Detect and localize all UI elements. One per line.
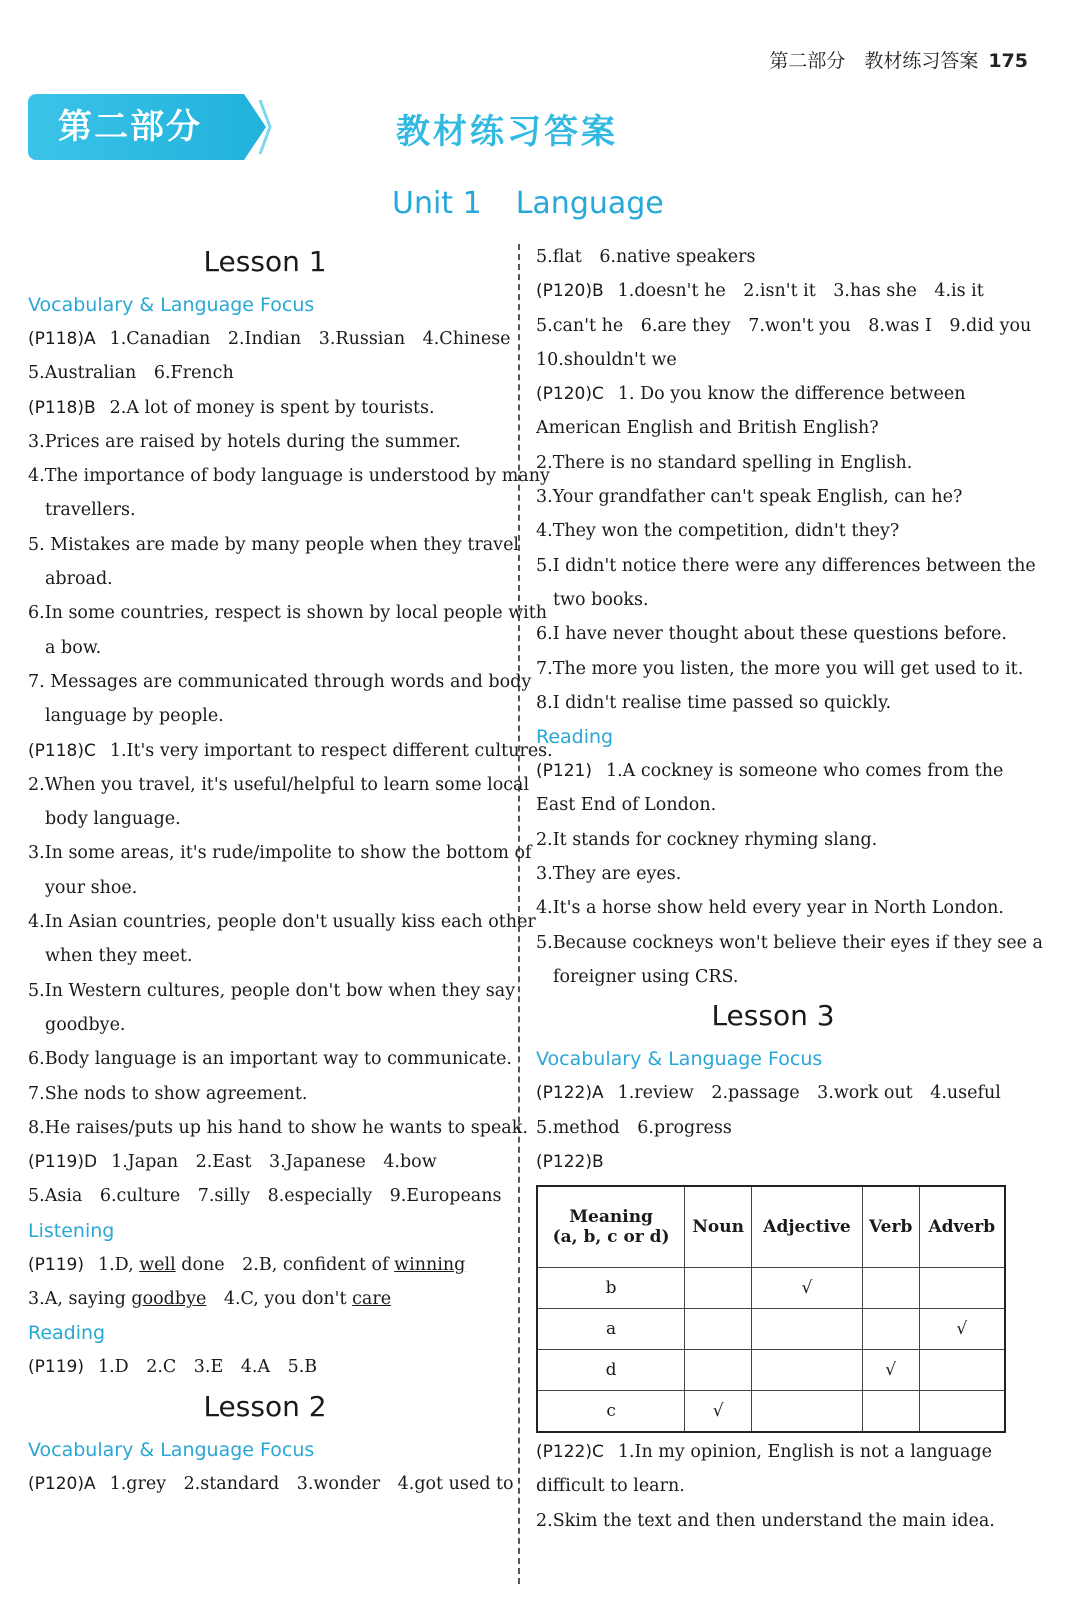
part-banner: 第二部分 <box>28 94 244 160</box>
header-noun: Noun <box>685 1186 752 1268</box>
answer-text: done 2.B, confident of <box>175 1254 395 1275</box>
answer-line: 2.It stands for cockney rhyming slang. <box>536 829 878 850</box>
answer-line: body language. <box>45 809 181 830</box>
answer-line: foreigner using CRS. <box>553 966 739 987</box>
answer-text: 1.D 2.C 3.E 4.A 5.B <box>97 1357 318 1378</box>
cell-noun: √ <box>685 1391 752 1433</box>
answer-line: 5.Asia 6.culture 7.silly 8.especially 9.Europeans <box>28 1186 502 1207</box>
cell-noun <box>685 1350 752 1391</box>
exercise-tag: (P120)B <box>536 281 604 302</box>
answer-line: 2.Skim the text and then understand the main idea. <box>536 1510 995 1531</box>
answer-line: 3.In some areas, it's rude/impolite to show the bottom of <box>28 843 532 864</box>
answer-line: 6.I have never thought about these questions before. <box>536 624 1007 645</box>
section-heading: Vocabulary & Language Focus <box>28 294 315 316</box>
cell-adjective <box>752 1391 863 1433</box>
answer-line: 4.The importance of body language is understood by many <box>28 466 550 487</box>
table-row <box>537 1350 1005 1391</box>
answer-line <box>28 322 511 356</box>
underlined-word: winning <box>394 1254 466 1275</box>
section-heading: Vocabulary & Language Focus <box>536 1048 823 1071</box>
answer-line: 3.They are eyes. <box>536 864 682 885</box>
cell-verb: √ <box>862 1350 919 1391</box>
answer-line: abroad. <box>45 569 113 590</box>
section-heading: Vocabulary & Language Focus <box>28 1438 315 1461</box>
banner-chevron-icon <box>258 98 272 156</box>
answer-line: 6.In some countries, respect is shown by local people with <box>28 603 548 624</box>
exercise-tag: (P118)C <box>28 740 96 761</box>
answer-line: 2.When you travel, it's useful/helpful to learn some local <box>28 774 530 795</box>
answer-line: American English and British English? <box>536 418 879 439</box>
cell-adverb: √ <box>919 1309 1005 1350</box>
exercise-tag: (P122)B <box>536 1151 604 1172</box>
exercise-tag: (P120)A <box>28 1473 96 1494</box>
answer-line: 5.flat 6.native speakers <box>536 247 756 267</box>
answer-line <box>536 1435 1010 1469</box>
answer-line: 4.They won the competition, didn't they? <box>536 521 900 542</box>
answer-text: 1.D, <box>97 1254 140 1275</box>
answer-line <box>536 1145 1010 1179</box>
exercise-tag: (P119)D <box>28 1152 98 1173</box>
answer-line: 5.method 6.progress <box>536 1117 732 1138</box>
header-adjective: Adjective <box>752 1186 863 1268</box>
answer-line: a bow. <box>45 637 102 658</box>
table-header-row <box>537 1186 1005 1268</box>
cell-verb <box>862 1391 919 1433</box>
answer-line: 5.I didn't notice there were any differences between the <box>536 555 1036 576</box>
header-verb: Verb <box>862 1186 919 1268</box>
exercise-tag: (P120)C <box>536 384 604 405</box>
right-column <box>536 240 1043 1538</box>
answer-line: difficult to learn. <box>536 1476 685 1497</box>
section-label: 第二部分 教材练习答案 <box>769 50 979 72</box>
header-sublabel: (a, b, c or d) <box>552 1227 670 1248</box>
answer-line: 3.Prices are raised by hotels during the summer. <box>28 431 461 452</box>
section-heading: Reading <box>536 726 614 749</box>
answer-line: 7. Messages are communicated through words and body <box>28 671 532 692</box>
answer-line: 8.He raises/puts up his hand to show he wants to speak. <box>28 1117 528 1138</box>
answer-text: 1.A cockney is someone who comes from the <box>605 761 1004 782</box>
underlined-word: well <box>139 1254 176 1275</box>
section-heading: Reading <box>28 1322 106 1345</box>
lesson-heading: Lesson 2 <box>203 1389 327 1423</box>
exercise-tag: (P122)C <box>536 1442 604 1463</box>
answer-text: 1.It's very important to respect different cultures. <box>109 740 553 761</box>
cell-noun <box>685 1268 752 1309</box>
answer-line <box>28 391 502 425</box>
exercise-tag: (P121) <box>536 761 592 782</box>
section-heading: Listening <box>28 1219 115 1242</box>
unit-name: Language <box>515 186 664 221</box>
table-row <box>537 1391 1005 1433</box>
underlined-word: care <box>352 1289 392 1310</box>
answer-line <box>536 274 1010 308</box>
answer-line <box>536 754 1010 788</box>
answer-line: 4.In Asian countries, people don't usually kiss each other <box>28 912 536 933</box>
answer-line: your shoe. <box>45 877 138 898</box>
cell-adverb <box>919 1350 1005 1391</box>
exercise-tag: (P118)A <box>28 329 96 349</box>
running-head <box>769 46 1028 73</box>
unit-number: Unit 1 <box>392 186 482 221</box>
cell-noun <box>685 1309 752 1350</box>
answer-text: 3.A, saying <box>28 1289 132 1310</box>
answer-line <box>28 734 553 768</box>
answer-text: 1.Canadian 2.Indian 3.Russian 4.Chinese <box>109 329 511 349</box>
answer-line: 5.In Western cultures, people don't bow when they say <box>28 980 516 1001</box>
cell-adverb <box>919 1268 1005 1309</box>
lesson-heading: Lesson 1 <box>203 245 327 278</box>
answer-line <box>28 1145 502 1179</box>
cell-adjective <box>752 1350 863 1391</box>
exercise-tag: (P119) <box>28 1357 84 1378</box>
answer-line <box>536 377 1010 411</box>
table-row <box>537 1309 1005 1350</box>
answer-line: 6.Body language is an important way to communicate. <box>28 1049 512 1070</box>
answer-line: 4.It's a horse show held every year in North London. <box>536 898 1004 919</box>
cell-meaning: c <box>537 1391 685 1433</box>
answer-line: goodbye. <box>45 1014 126 1035</box>
answer-table <box>536 1185 1006 1433</box>
answer-line: 5.Because cockneys won't believe their eyes if they see a <box>536 932 1043 953</box>
answer-line: 2.There is no standard spelling in English. <box>536 452 913 473</box>
page-number: 175 <box>988 50 1028 72</box>
answer-line: 8.I didn't realise time passed so quickly. <box>536 692 892 713</box>
unit-title <box>392 186 698 221</box>
answer-line <box>536 1076 1010 1110</box>
lesson-heading: Lesson 3 <box>711 999 835 1033</box>
answer-line <box>28 1467 514 1501</box>
answer-line <box>28 1350 502 1384</box>
header-label: Meaning <box>569 1207 653 1228</box>
answer-line: 7.The more you listen, the more you will get used to it. <box>536 658 1024 679</box>
cell-meaning: a <box>537 1309 685 1350</box>
answer-line: East End of London. <box>536 795 717 816</box>
table-row <box>537 1268 1005 1309</box>
answer-text: 1.grey 2.standard 3.wonder 4.got used to <box>109 1473 514 1494</box>
answer-line: 7.She nods to show agreement. <box>28 1083 308 1104</box>
cell-meaning: d <box>537 1350 685 1391</box>
part-title: 教材练习答案 <box>396 112 618 152</box>
header-adverb: Adverb <box>919 1186 1005 1268</box>
answer-line: travellers. <box>45 500 136 521</box>
answer-text: 1.In my opinion, English is not a language <box>617 1442 993 1463</box>
cell-adjective: √ <box>752 1268 863 1309</box>
answer-line: 5.Australian 6.French <box>28 363 234 384</box>
left-column <box>28 240 553 1501</box>
answer-text: 1.Japan 2.East 3.Japanese 4.bow <box>111 1152 437 1173</box>
answer-line: language by people. <box>45 706 224 727</box>
exercise-tag: (P119) <box>28 1254 84 1275</box>
cell-verb <box>862 1309 919 1350</box>
answer-line <box>28 1282 502 1316</box>
answer-text: 1. Do you know the difference between <box>617 384 966 405</box>
exercise-tag: (P118)B <box>28 397 96 418</box>
answer-line: when they meet. <box>45 946 193 967</box>
answer-line: two books. <box>553 589 649 610</box>
underlined-word: goodbye <box>131 1289 207 1310</box>
answer-line: 10.shouldn't we <box>536 349 677 370</box>
cell-meaning: b <box>537 1268 685 1309</box>
cell-verb <box>862 1268 919 1309</box>
answer-line: 5. Mistakes are made by many people when they travel <box>28 534 520 555</box>
answer-text: 2.A lot of money is spent by tourists. <box>109 397 435 418</box>
answer-line: 3.Your grandfather can't speak English, can he? <box>536 487 963 508</box>
answer-text: 1.doesn't he 2.isn't it 3.has she 4.is it <box>617 281 984 302</box>
answer-line <box>28 1248 502 1282</box>
answer-line: 5.can't he 6.are they 7.won't you 8.was I 9.did you <box>536 315 1032 336</box>
answer-text: 4.C, you don't <box>206 1289 353 1310</box>
answer-text: 1.review 2.passage 3.work out 4.useful <box>617 1083 1001 1104</box>
cell-adverb <box>919 1391 1005 1433</box>
header-meaning <box>537 1186 685 1268</box>
exercise-tag: (P122)A <box>536 1083 604 1104</box>
cell-adjective <box>752 1309 863 1350</box>
